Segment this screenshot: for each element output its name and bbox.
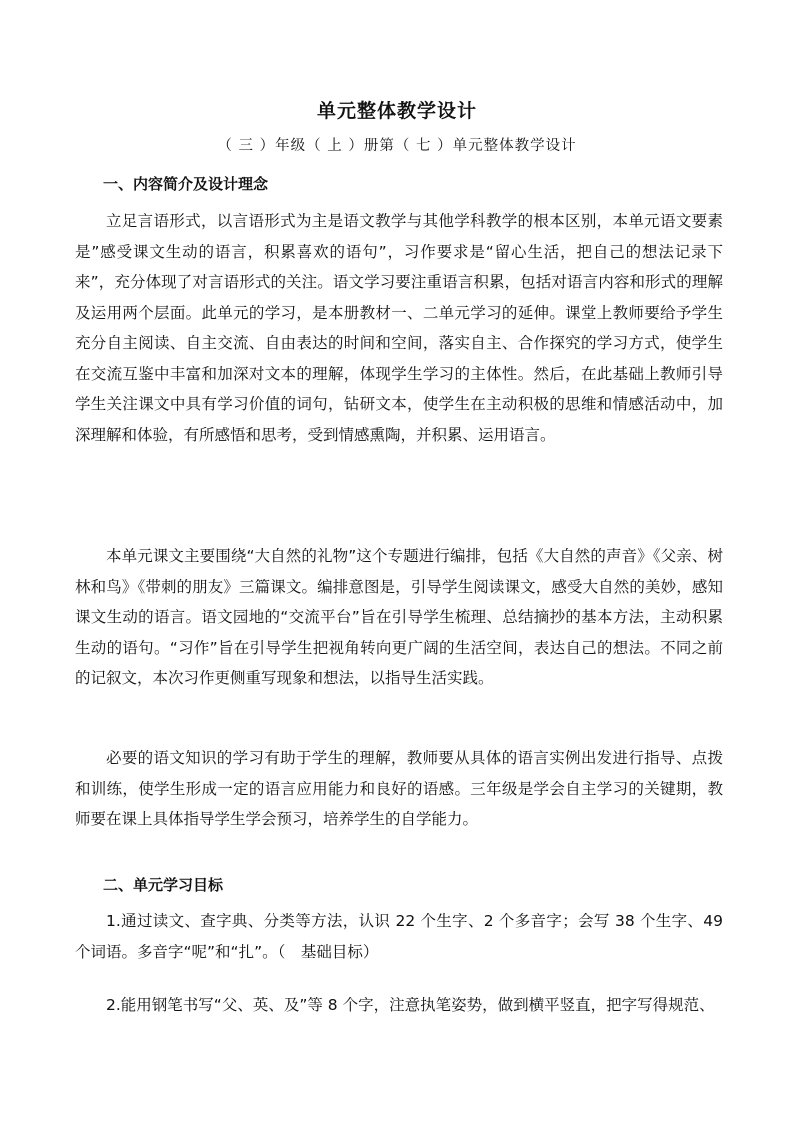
paragraph-goal-2: 2.能用钢笔书写“父、英、及”等 8 个字，注意执笔姿势，做到横平竖直，把字写得规范、 (106, 996, 715, 1014)
section-heading-intro: 一、内容简介及设计理念 (103, 175, 269, 193)
paragraph-intro-2: 本单元课文主要围绕“大自然的礼物”这个专题进行编排，包括《大自然的声音》《父亲、树林和鸟》《带刺的朋友》三篇课文。编排意图是，引导学生阅读课文，感受大自然的美妙，感知课文生动的语言。语文园地的“交流平台”旨在引导学生梳理、总结摘抄的基本方法，主动积累生动的语句。“习作”旨在引导学生把视角转向更广阔的生活空间，表达自己的想法。不同之前的记叙文，本次习作更侧重写现象和想法，以指导生活实践。 (75, 547, 723, 687)
paragraph-intro-3: 必要的语文知识的学习有助于学生的理解，教师要从具体的语言实例出发进行指导、点拨和训练，使学生形成一定的语言应用能力和良好的语感。三年级是学会自主学习的关键期，教师要在课上具体指导学生学会预习，培养学生的自学能力。 (75, 749, 723, 828)
document-title: 单元整体教学设计 (316, 100, 477, 122)
paragraph-intro-1: 立足言语形式，以言语形式为主是语文教学与其他学科教学的根本区别，本单元语文要素是”感受课文生动的语言，积累喜欢的语句”，习作要求是“留心生活，把自己的想法记录下来”，充分体现了对言语形式的关注。语文学习要注重语言积累，包括对语言内容和形式的理解及运用两个层面。此单元的学习，是本册教材一、二单元学习的延伸。课堂上教师要给予学生充分自主阅读、自主交流、自由表达的时间和空间，落实自主、合作探究的学习方式，使学生在交流互鉴中丰富和加深对文本的理解，体现学生学习的主体性。然后，在此基础上教师引导学生关注课文中具有学习价值的词句，钻研文本，使学生在主动积极的思维和情感活动中，加深理解和体验，有所感悟和思考，受到情感熏陶，并积累、运用语言。 (75, 212, 723, 444)
paragraph-goal-1: 1.通过读文、查字典、分类等方法，认识 22 个生字、2 个多音字；会写 38 个生字、49 个词语。多音字“呢”和“扎”。（ 基础目标） (75, 912, 723, 961)
document-subtitle: （ 三 ）年级（ 上 ）册第（ 七 ）单元整体教学设计 (217, 138, 577, 154)
section-heading-goals: 二、单元学习目标 (103, 876, 224, 894)
